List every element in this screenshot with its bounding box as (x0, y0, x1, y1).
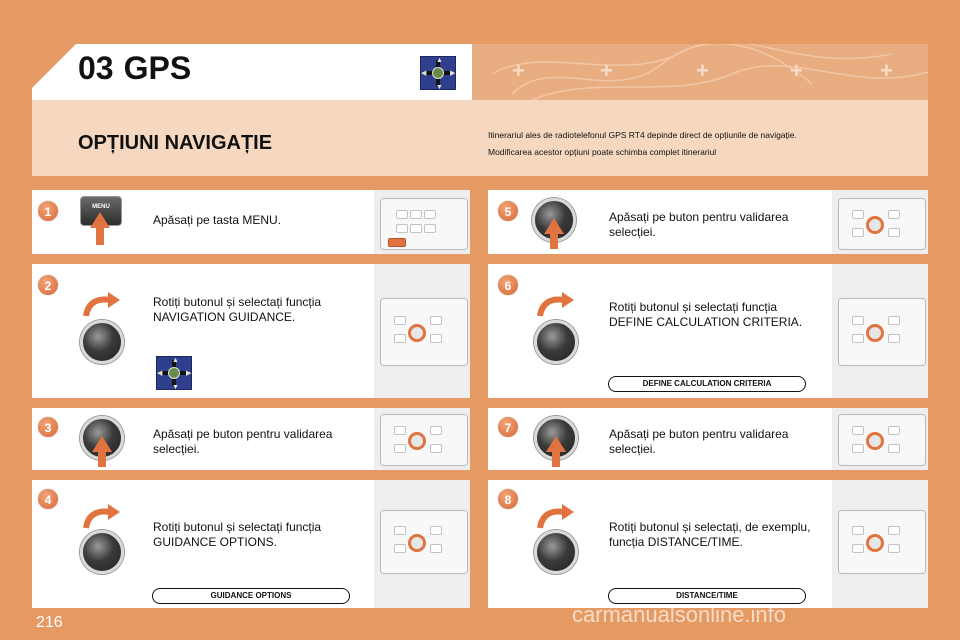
plus-marker-icon: + (790, 58, 803, 83)
control-knob-icon (534, 320, 578, 364)
plus-marker-icon: + (696, 58, 709, 83)
radio-panel-illustration (832, 264, 928, 398)
radio-panel-illustration (374, 480, 470, 608)
control-knob-icon (534, 530, 578, 574)
radio-panel-illustration (832, 480, 928, 608)
rotate-arrow-icon (82, 504, 122, 530)
press-arrow-icon (544, 218, 564, 234)
menu-option-pill: DEFINE CALCULATION CRITERIA (608, 376, 806, 392)
navigation-crossroad-icon: ▲ ▼ ◀ ▶ (421, 57, 456, 91)
menu-key-highlight (388, 238, 406, 247)
chapter-number: 03 (78, 50, 114, 86)
knob-highlight (408, 324, 426, 342)
control-knob-icon (80, 320, 124, 364)
press-arrow-icon (90, 212, 110, 228)
menu-key-icon: MENU (80, 196, 122, 226)
radio-panel-illustration (374, 264, 470, 398)
step-text: Apăsați pe buton pentru validarea selecției. (609, 427, 789, 456)
rotate-arrow-icon (82, 292, 122, 318)
intro-line: Itinerariul ales de radiotelefonul GPS RT4 depinde direct de opțiunile de navigație. (488, 130, 797, 140)
step-number: 6 (497, 274, 519, 296)
step-text: Rotiți butonul și selectați, de exemplu, funcția DISTANCE/TIME. (609, 520, 811, 549)
step-text: Apăsați pe tasta MENU. (153, 213, 282, 227)
step-number: 5 (497, 200, 519, 222)
knob-highlight (866, 324, 884, 342)
plus-marker-icon: + (600, 58, 613, 83)
rotate-arrow-icon (536, 504, 576, 530)
knob-highlight (866, 432, 884, 450)
step-text: Rotiți butonul și selectați funcția DEFINE CALCULATION CRITERIA. (609, 300, 803, 329)
press-arrow-icon (546, 436, 566, 452)
press-arrow-stem (96, 227, 104, 245)
step-text: Rotiți butonul și selectați funcția GUIDANCE OPTIONS. (153, 520, 322, 549)
header-map-decoration (472, 44, 928, 100)
knob-highlight (866, 216, 884, 234)
navigation-crossroad-icon: ▲ ▼ ◀ ▶ (157, 357, 192, 391)
plus-marker-icon: + (880, 58, 893, 83)
press-arrow-stem (98, 451, 106, 467)
chapter-title: GPS (123, 50, 192, 86)
step-text: Rotiți butonul și selectați funcția NAVIGATION GUIDANCE. (153, 295, 322, 324)
knob-highlight (866, 534, 884, 552)
plus-marker-icon: + (512, 58, 525, 83)
chapter-heading (78, 50, 191, 87)
radio-panel-illustration (374, 408, 470, 470)
step-number: 4 (37, 488, 59, 510)
page-number: 216 (36, 614, 63, 631)
step-number: 7 (497, 416, 519, 438)
step-text: Apăsați pe buton pentru validarea selecției. (609, 210, 789, 239)
press-arrow-stem (550, 233, 558, 249)
section-title: OPȚIUNI NAVIGAȚIE (78, 132, 273, 154)
knob-highlight (408, 534, 426, 552)
radio-panel-illustration (832, 408, 928, 470)
step-number: 1 (37, 200, 59, 222)
radio-panel-illustration (832, 190, 928, 254)
intro-text (488, 127, 908, 161)
step-number: 8 (497, 488, 519, 510)
intro-line: Modificarea acestor opțiuni poate schimba complet itinerariul (488, 147, 717, 157)
rotate-arrow-icon (536, 292, 576, 318)
step-number: 3 (37, 416, 59, 438)
radio-panel-illustration (374, 190, 470, 254)
control-knob-icon (80, 530, 124, 574)
watermark: carmanualsonline.info (572, 602, 787, 627)
menu-option-pill: DISTANCE/TIME (608, 588, 806, 604)
press-arrow-stem (552, 451, 560, 467)
step-text: Apăsați pe buton pentru validarea selecției. (153, 427, 333, 456)
step-number: 2 (37, 274, 59, 296)
press-arrow-icon (92, 436, 112, 452)
knob-highlight (408, 432, 426, 450)
menu-option-pill: GUIDANCE OPTIONS (152, 588, 350, 604)
